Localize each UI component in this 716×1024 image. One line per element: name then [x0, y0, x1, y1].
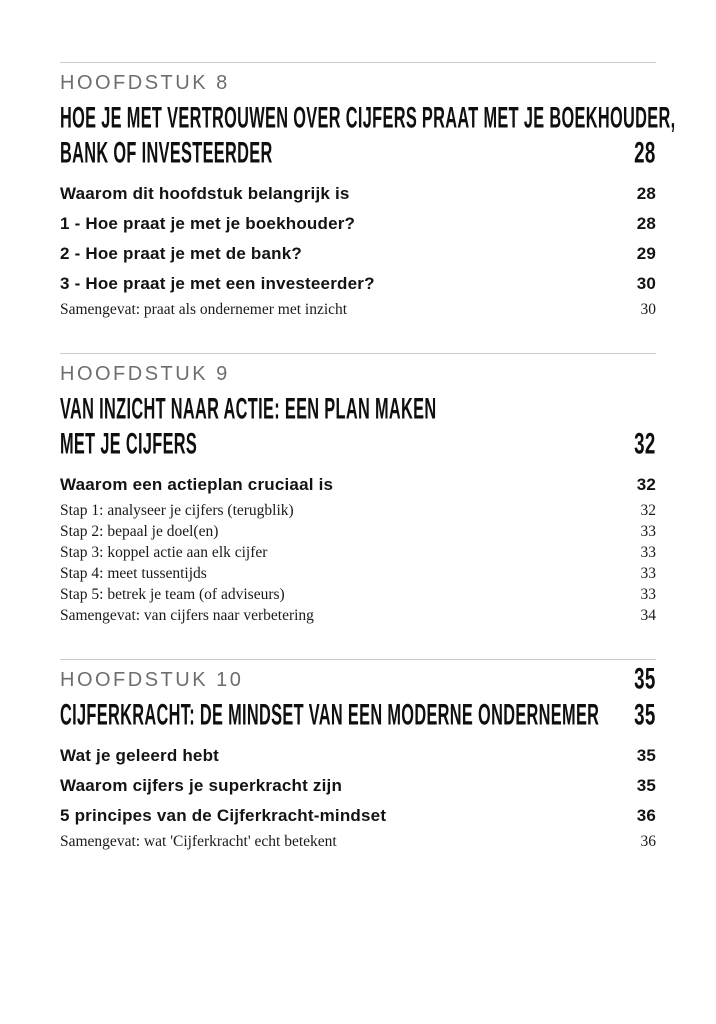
title-page-number: 35 — [634, 698, 656, 732]
entry-page-number: 32 — [636, 475, 656, 494]
entry-label: Waarom cijfers je superkracht zijn — [60, 776, 343, 795]
entry-page-number: 33 — [640, 523, 656, 540]
entry-label: Wat je geleerd hebt — [60, 746, 220, 765]
toc-entry — [60, 470, 656, 500]
chapter-title-block — [60, 698, 656, 733]
chapter-title-row — [60, 427, 656, 462]
section-divider — [60, 659, 656, 660]
section-divider — [60, 62, 656, 63]
entry-label: 2 - Hoe praat je met de bank? — [60, 244, 302, 263]
toc-entry — [60, 741, 656, 771]
chapter-title-line: VAN INZICHT NAAR ACTIE: EEN PLAN MAKEN — [60, 392, 437, 426]
toc-entry — [60, 771, 656, 801]
chapter-title-line: MET JE CIJFERS — [60, 427, 198, 461]
entry-page-number: 35 — [636, 776, 656, 795]
entry-page-number: 28 — [636, 184, 656, 203]
entry-label: Waarom een actieplan cruciaal is — [60, 475, 334, 494]
toc-entry — [60, 542, 656, 563]
toc-section — [60, 659, 656, 852]
chapter-title-block — [60, 392, 656, 462]
entry-label: Stap 5: betrek je team (of adviseurs) — [60, 586, 285, 603]
toc-section — [60, 353, 656, 626]
chapter-title-line: HOE JE MET VERTROUWEN OVER CIJFERS PRAAT MET JE BOEKHOUDER, — [60, 101, 676, 135]
toc-entries — [60, 470, 656, 626]
entry-page-number: 30 — [636, 274, 656, 293]
section-divider — [60, 353, 656, 354]
chapter-label: HOOFDSTUK 9 — [60, 363, 230, 385]
toc-entry — [60, 500, 656, 521]
entry-page-number: 33 — [640, 544, 656, 561]
chapter-title-row — [60, 698, 656, 733]
entry-label: Samengevat: wat 'Cijferkracht' echt betekent — [60, 833, 337, 850]
toc-entry — [60, 801, 656, 831]
toc-section — [60, 62, 676, 320]
toc-entry — [60, 584, 656, 605]
toc-sections — [60, 62, 676, 885]
entry-label: 5 principes van de Cijferkracht-mindset — [60, 806, 387, 825]
entry-page-number: 30 — [640, 301, 656, 318]
chapter-page-number: 35 — [634, 662, 656, 696]
entry-page-number: 36 — [640, 833, 656, 850]
toc-entry — [60, 563, 656, 584]
chapter-label: HOOFDSTUK 10 — [60, 669, 244, 691]
entry-page-number: 32 — [640, 502, 656, 519]
entry-page-number: 33 — [640, 586, 656, 603]
entry-label: 1 - Hoe praat je met je boekhouder? — [60, 214, 356, 233]
entry-page-number: 29 — [636, 244, 656, 263]
chapter-title-block — [60, 101, 676, 171]
chapter-title-row — [60, 136, 656, 171]
toc-entry — [60, 179, 656, 209]
entry-label: Samengevat: van cijfers naar verbetering — [60, 607, 314, 624]
toc-entry — [60, 831, 656, 852]
entry-label: Stap 3: koppel actie aan elk cijfer — [60, 544, 268, 561]
chapter-heading-row — [60, 67, 656, 99]
chapter-label: HOOFDSTUK 8 — [60, 72, 230, 94]
entry-page-number: 33 — [640, 565, 656, 582]
entry-page-number: 34 — [640, 607, 656, 624]
entry-label: Stap 4: meet tussentijds — [60, 565, 207, 582]
toc-entry — [60, 239, 656, 269]
chapter-title-line: BANK OF INVESTEERDER — [60, 136, 273, 170]
toc-entries — [60, 179, 656, 320]
chapter-heading-row — [60, 358, 656, 390]
toc-entries — [60, 741, 656, 852]
toc-entry — [60, 269, 656, 299]
entry-page-number: 35 — [636, 746, 656, 765]
entry-label: 3 - Hoe praat je met een investeerder? — [60, 274, 375, 293]
entry-page-number: 28 — [636, 214, 656, 233]
title-page-number: 32 — [634, 427, 656, 461]
toc-entry — [60, 605, 656, 626]
chapter-heading-row — [60, 664, 656, 696]
toc-entry — [60, 521, 656, 542]
entry-label: Waarom dit hoofdstuk belangrijk is — [60, 184, 350, 203]
title-page-number: 28 — [634, 136, 656, 170]
entry-page-number: 36 — [636, 806, 656, 825]
entry-label: Stap 1: analyseer je cijfers (terugblik) — [60, 502, 294, 519]
entry-label: Samengevat: praat als ondernemer met inzicht — [60, 301, 348, 318]
chapter-title-line: CIJFERKRACHT: DE MINDSET VAN EEN MODERNE ONDERNEMER — [60, 698, 600, 732]
toc-entry — [60, 209, 656, 239]
entry-label: Stap 2: bepaal je doel(en) — [60, 523, 219, 540]
toc-entry — [60, 299, 656, 320]
